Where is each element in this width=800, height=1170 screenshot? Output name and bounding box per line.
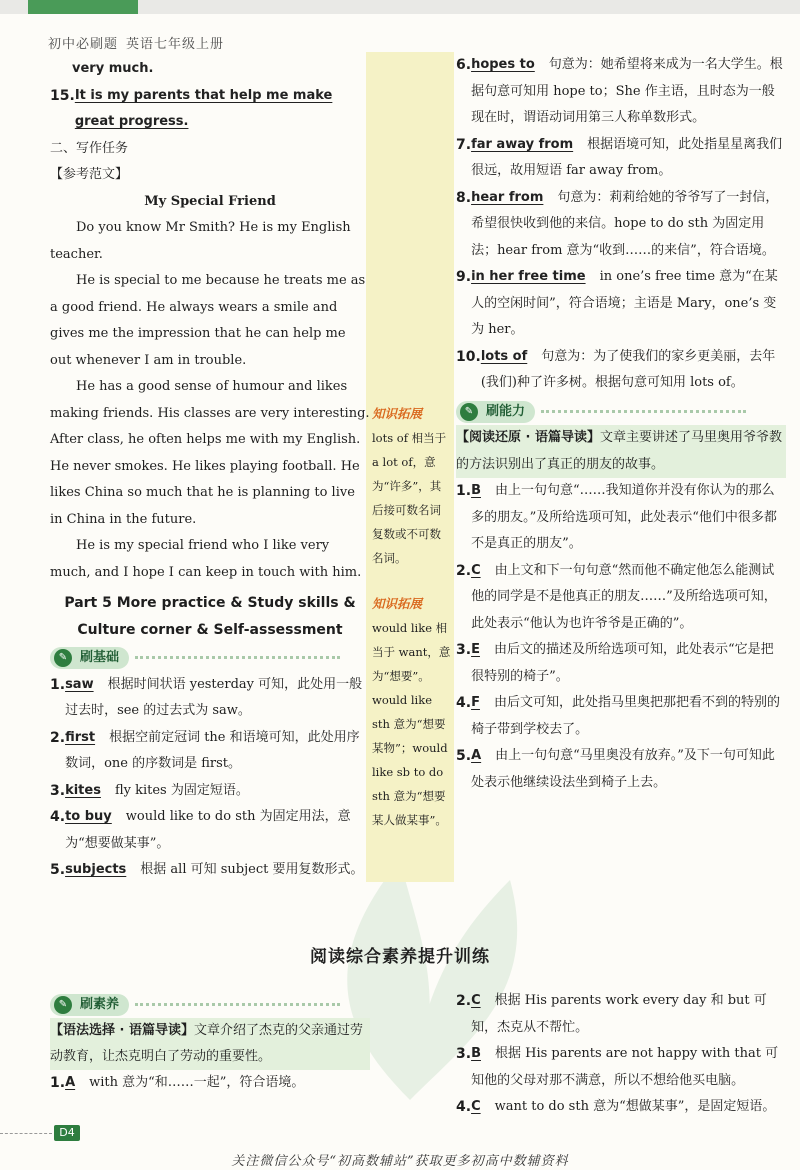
answer-item-9 — [456, 264, 786, 344]
badge-row — [50, 643, 370, 672]
answer-item-r4 — [456, 690, 786, 743]
item-number: 9. — [456, 269, 472, 285]
explanation: 由上文和下一句句意“然而他不确定他怎么能测试他的同学是不是他真正的朋友……”及所给选项可知，此处表示“他认为也许爷爷是正确的”。 — [471, 562, 777, 631]
dotted-divider — [135, 656, 340, 659]
dotted-divider — [541, 410, 746, 413]
answer-item-g4 — [456, 1094, 786, 1121]
answer-text: C — [471, 562, 481, 578]
badge-row — [456, 397, 786, 426]
essay-title: My Special Friend — [144, 193, 276, 209]
badge-literacy — [50, 994, 129, 1016]
grammar-guide — [50, 1018, 370, 1070]
explanation: in one’s free time 意为“在某人的空闲时间”，符合语境；主语是 Mary，one’s 变为 her。 — [471, 269, 778, 337]
answer-text: A — [471, 748, 482, 763]
top-bar-accent — [28, 0, 138, 14]
answer-item-r5 — [456, 743, 786, 796]
left-column — [50, 56, 370, 884]
note-label: 知识拓展 — [372, 596, 423, 611]
answer-text: to buy — [65, 809, 112, 824]
explanation: fly kites 为固定短语。 — [114, 782, 249, 798]
answer-item-r1 — [456, 478, 786, 558]
page-number: D4 — [54, 1125, 80, 1141]
badge-label: 刷素养 — [80, 997, 120, 1012]
answer-text: in her free time — [471, 269, 586, 284]
guide-label: 【阅读还原 · 语篇导读】 — [456, 430, 600, 445]
part-title-line-1: Part 5 More practice & Study skills & — [64, 595, 356, 611]
item-number: 6. — [456, 57, 472, 73]
section-writing-task: 二、写作任务 — [50, 140, 129, 156]
item-number: 15. — [50, 87, 75, 104]
answer-item-7 — [456, 132, 786, 185]
explanation: 由上一句句意“马里奥没有放弃。”及下一句可知此处表示他继续设法坐到椅子上去。 — [471, 748, 775, 790]
answer-text: E — [471, 642, 480, 657]
bottom-left-column — [50, 990, 370, 1096]
explanation: 句意为：为了使我们的家乡更美丽，去年(我们)种了许多树。根据句意可知用 lots of。 — [480, 348, 776, 390]
note-lots-of: lots of 相当于 a lot of，意为“许多”，其后接可数名词复数或不可数名词。 — [372, 431, 447, 565]
essay-paragraph-4: He is my special friend who I like very much, and I hope I can keep in touch with him. — [50, 538, 362, 580]
item-number: 2. — [50, 729, 66, 746]
guide-text: 文章主要讲述了马里奥用爷爷教的方法识别出了真正的朋友的故事。 — [456, 430, 783, 472]
right-column — [456, 52, 786, 796]
explanation: 根据 His parents work every day 和 but 可知，杰克从不帮忙。 — [471, 993, 767, 1035]
explanation: want to do sth 意为“想做某事”，是固定短语。 — [494, 1099, 776, 1114]
answer-text: A — [65, 1075, 76, 1090]
explanation: 根据 all 可知 subject 要用复数形式。 — [140, 862, 364, 877]
explanation: 由后文的描述及所给选项可知，此处表示“它是把很特别的椅子”。 — [471, 642, 774, 684]
part-title-line-2: Culture corner & Self-assessment — [77, 621, 343, 638]
answer-continuation: very much. — [72, 61, 154, 76]
book-icon: ✎ — [460, 403, 478, 421]
answer-text: C — [471, 993, 481, 1008]
explanation: would like to do sth 为固定用法，意为“想要做某事”。 — [65, 809, 351, 851]
answer-item-10 — [456, 344, 786, 397]
item-number: 3. — [50, 782, 66, 799]
top-bar — [0, 0, 800, 14]
series-name: 初中必刷题 — [48, 37, 119, 52]
answer-text: It is my parents that help me make great progress. — [74, 87, 333, 129]
explanation: 根据 His parents are not happy with that 可知他的父母对那不满意，所以不想给他买电脑。 — [471, 1046, 779, 1088]
knowledge-notes — [372, 402, 452, 832]
answer-item-6 — [456, 52, 786, 132]
answer-item-3 — [50, 778, 370, 805]
item-number: 8. — [456, 189, 472, 206]
answer-text: B — [471, 483, 481, 498]
item-number: 3. — [456, 1046, 472, 1062]
reading-guide — [456, 425, 786, 478]
answer-text: hear from — [471, 189, 544, 205]
item-number: 5. — [50, 862, 66, 878]
answer-item-g1 — [50, 1070, 370, 1096]
book-icon: ✎ — [54, 649, 72, 667]
item-number: 3. — [456, 642, 472, 658]
answer-item-g3 — [456, 1041, 786, 1094]
answer-text: C — [471, 1099, 481, 1114]
explanation: 根据空前定冠词 the 和语境可知，此处用序数词，one 的序数词是 first。 — [65, 729, 360, 771]
badge-label: 刷基础 — [80, 650, 120, 665]
item-number: 5. — [456, 748, 472, 764]
answer-item-2 — [50, 725, 370, 778]
explanation: 根据时间状语 yesterday 可知，此处用一般过去时，see 的过去式为 saw。 — [65, 676, 363, 718]
item-number: 10. — [456, 348, 481, 365]
answer-text: kites — [65, 782, 101, 798]
badge-ability — [456, 401, 535, 423]
answer-text: B — [471, 1046, 481, 1061]
book-name: 英语七年级上册 — [126, 37, 225, 52]
explanation: 由后文可知，此处指马里奥把那把看不到的特别的椅子带到学校去了。 — [471, 695, 780, 737]
answer-item-8 — [456, 185, 786, 265]
answer-item-1 — [50, 672, 370, 725]
book-icon: ✎ — [54, 996, 72, 1014]
answer-text: subjects — [65, 862, 127, 877]
badge-row — [50, 990, 370, 1018]
item-number: 2. — [456, 993, 472, 1009]
explanation: 根据语境可知，此处指星星离我们很远，故用短语 far away from。 — [471, 136, 783, 178]
item-number: 7. — [456, 136, 472, 153]
reference-label: 【参考范文】 — [50, 167, 129, 182]
section-title: 阅读综合素养提升训练 — [310, 947, 490, 967]
item-number: 1. — [50, 1075, 66, 1091]
bottom-right-column — [456, 988, 786, 1121]
answer-item-r2 — [456, 558, 786, 638]
answer-text: lots of — [480, 348, 528, 364]
dotted-divider — [135, 1003, 340, 1006]
badge-basic — [50, 647, 129, 669]
explanation: 由上一句句意“……我知道你并没有你认为的那么多的朋友。”及所给选项可知，此处表示“他们中很多都不是真正的朋友”。 — [471, 483, 777, 551]
page-number-line — [0, 1133, 52, 1134]
answer-text: F — [471, 695, 480, 710]
answer-text: saw — [65, 676, 94, 692]
essay-paragraph-3: He has a good sense of humour and likes making friends. His classes are very interesting. After class, he often helps me with my English. He never smokes. He likes playing football. He likes China so much that he is planning to live in China in the future. — [50, 379, 370, 527]
item-number: 4. — [50, 809, 66, 825]
item-number: 4. — [456, 1099, 472, 1115]
guide-text: 文章介绍了杰克的父亲通过劳动教育，让杰克明白了劳动的重要性。 — [50, 1023, 364, 1064]
page-header — [48, 33, 224, 52]
note-would-like: would like 相当于 want，意为“想要”。would like sth 意为“想要某物”；would like sb to do sth 意为“想要某人做某事”。 — [372, 621, 451, 827]
essay-paragraph-2: He is special to me because he treats me as a good friend. He always wears a smile and gives me the impression that he can help me out whenever I am in trouble. — [50, 273, 366, 368]
item-number: 4. — [456, 695, 472, 711]
answer-text: far away from — [471, 136, 574, 152]
note-label: 知识拓展 — [372, 406, 423, 421]
answer-text: first — [65, 729, 96, 745]
answer-text: hopes to — [471, 57, 535, 72]
item-number: 2. — [456, 562, 472, 579]
guide-label: 【语法选择 · 语篇导读】 — [50, 1023, 194, 1038]
answer-item-15 — [50, 83, 370, 136]
explanation: with 意为“和……一起”，符合语境。 — [89, 1075, 305, 1090]
explanation: 句意为：莉莉给她的爷爷写了一封信，希望很快收到他的来信。hope to do sth 为固定用法；hear from 意为“收到……的来信”，符合语境。 — [471, 189, 779, 258]
answer-item-4 — [50, 804, 370, 857]
item-number: 1. — [50, 676, 66, 693]
explanation: 句意为：她希望将来成为一名大学生。根据句意可知用 hope to；She 作主语，且时态为一般现在时，谓语动词用第三人称单数形式。 — [471, 57, 783, 125]
answer-item-g2 — [456, 988, 786, 1041]
essay-paragraph-1: Do you know Mr Smith? He is my English teacher. — [50, 220, 351, 262]
item-number: 1. — [456, 483, 472, 499]
footer-note: 关注微信公众号“初高数辅站”获取更多初高中数辅资料 — [231, 1154, 569, 1169]
answer-item-r3 — [456, 637, 786, 690]
answer-item-5 — [50, 857, 370, 884]
badge-label: 刷能力 — [486, 403, 526, 419]
